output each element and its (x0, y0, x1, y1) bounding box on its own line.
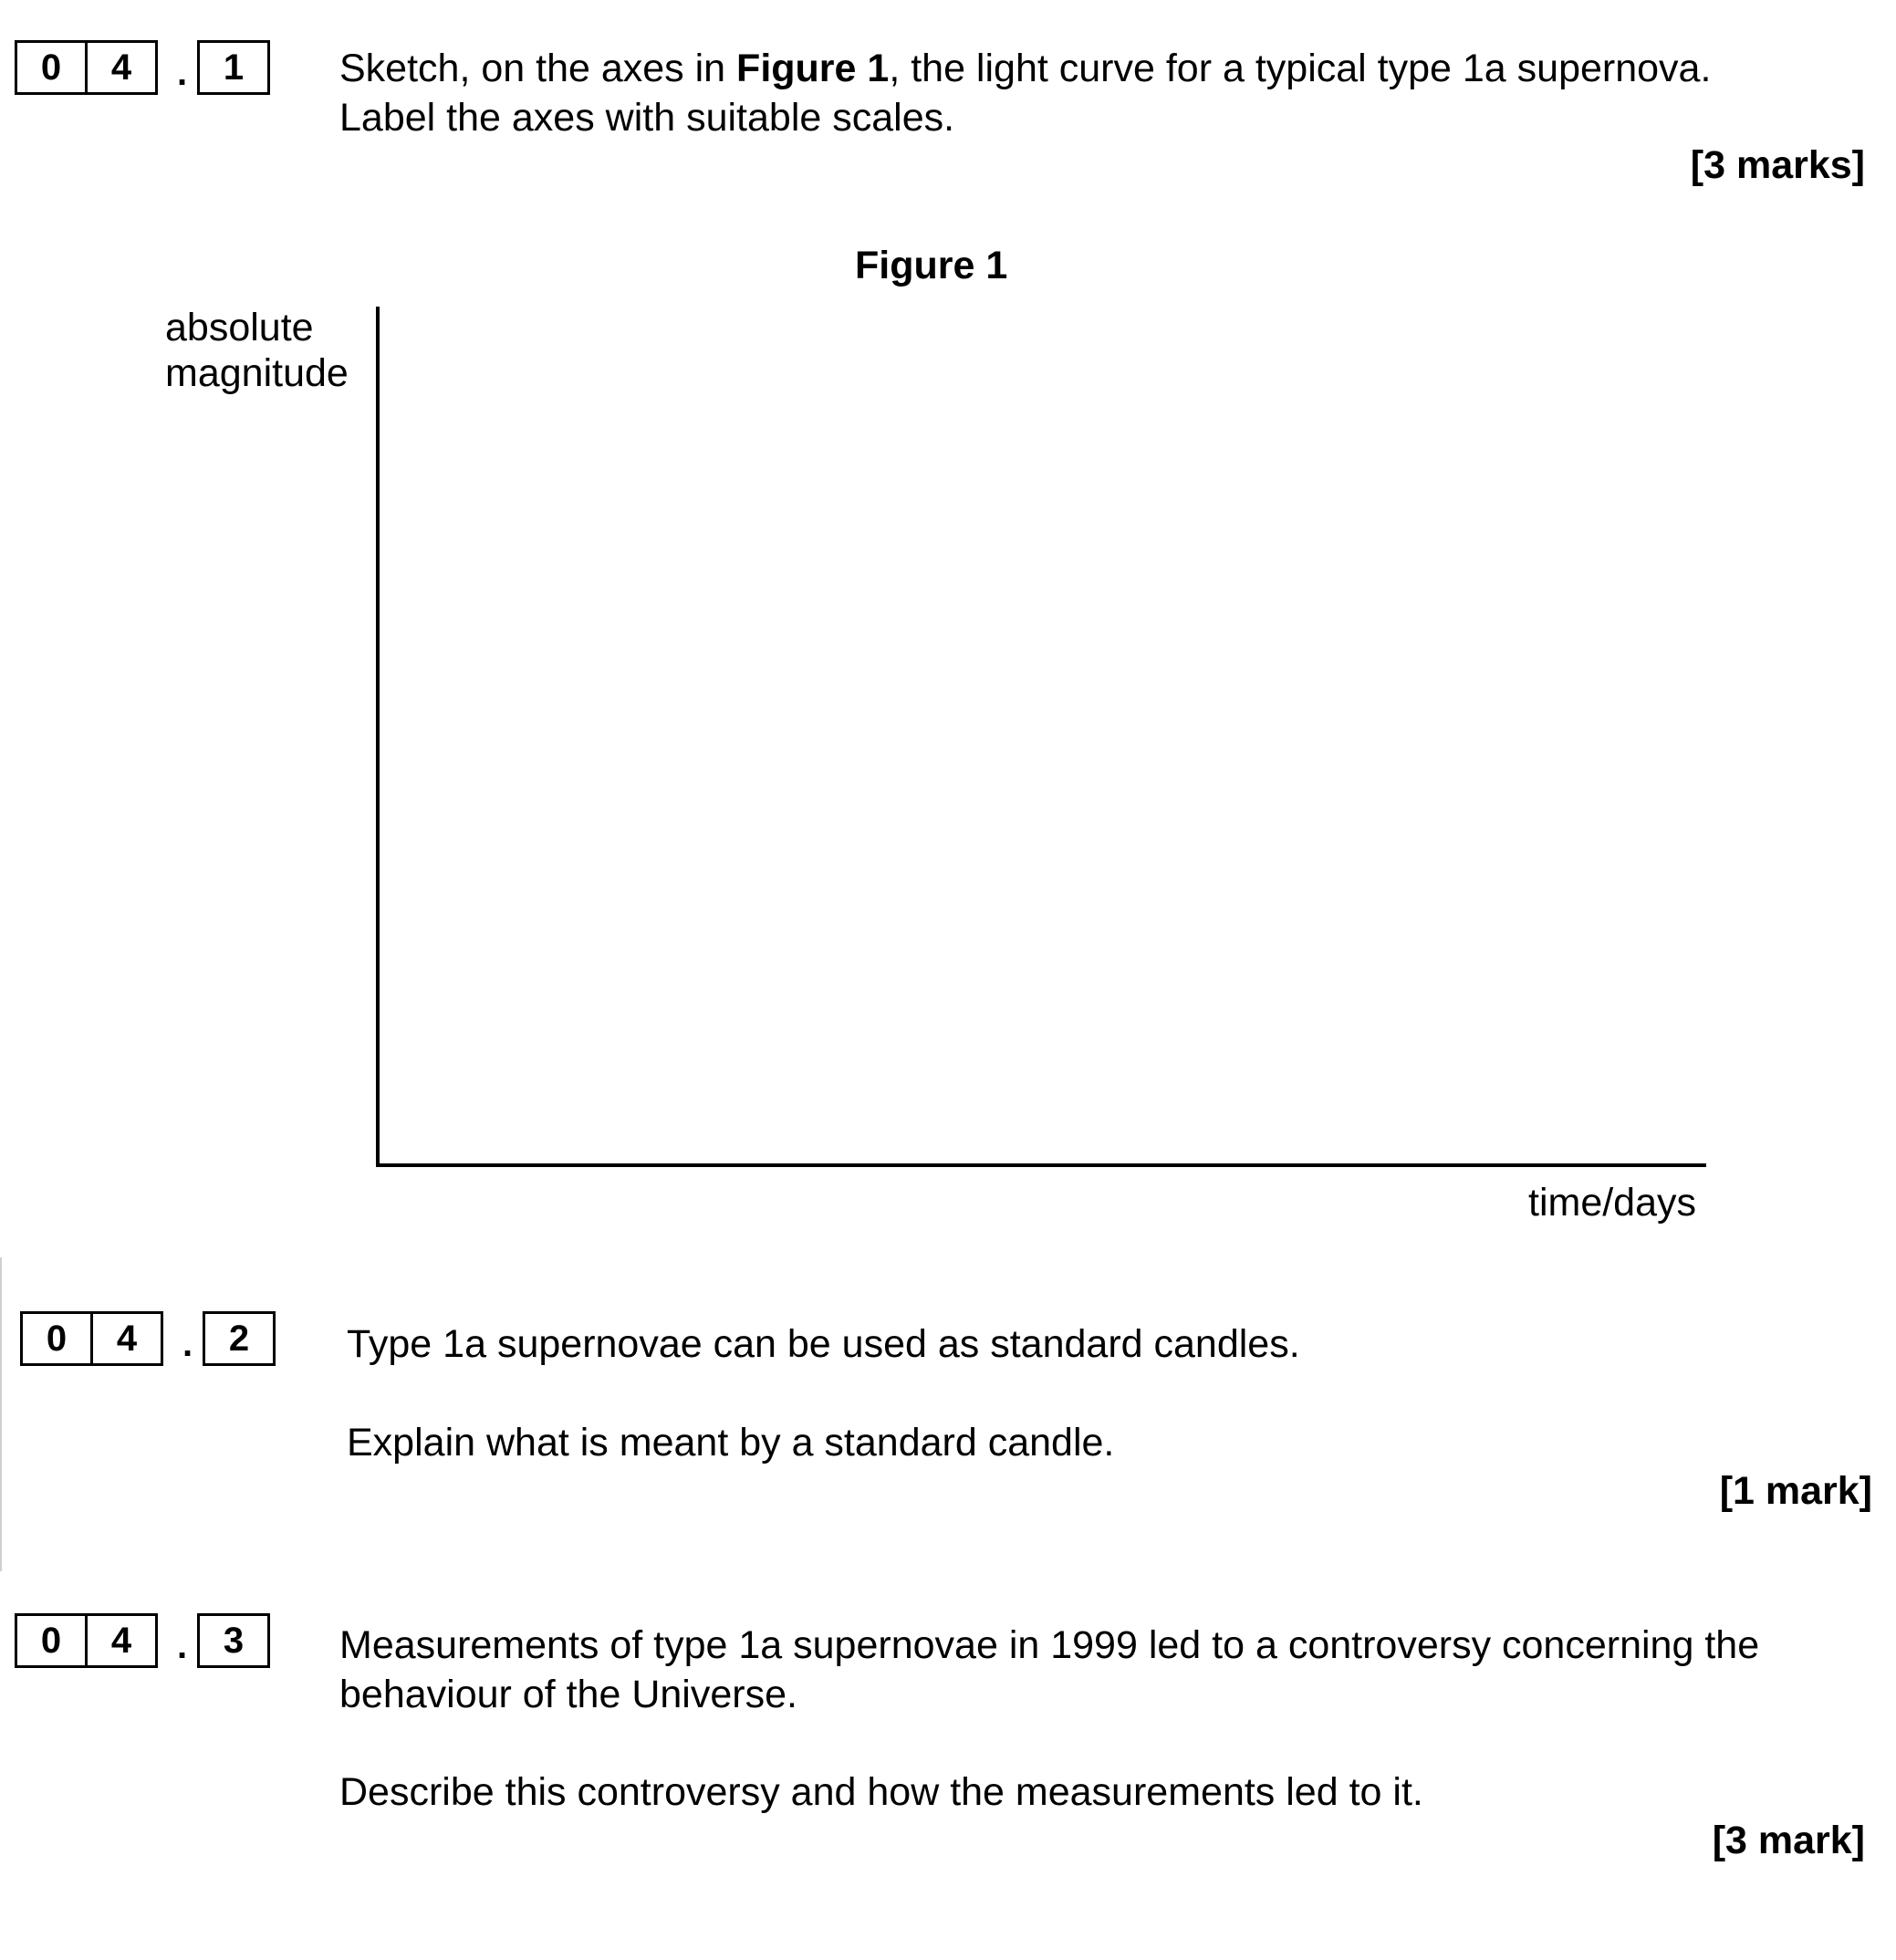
question-04-3-text-line3: Describe this controversy and how the measurements led to it. (339, 1770, 1423, 1814)
question-dot: . (177, 53, 188, 93)
marks-label: [3 marks] (1690, 143, 1865, 187)
question-digit-box: 4 (90, 1311, 163, 1366)
question-04-3-text-line2: behaviour of the Universe. (339, 1673, 797, 1716)
marks-label: [1 mark] (1719, 1469, 1872, 1513)
y-axis-label-line1: absolute (165, 306, 314, 349)
x-axis-label: time/days (1528, 1181, 1697, 1225)
question-04-1-text-pre: Sketch, on the axes in (339, 47, 737, 90)
margin-line (0, 1257, 2, 1571)
question-digit-box: 0 (15, 1613, 88, 1668)
figure-title: Figure 1 (855, 244, 1008, 287)
marks-label: [3 mark] (1712, 1819, 1865, 1862)
question-04-1-text-line2: Label the axes with suitable scales. (339, 96, 955, 140)
question-digit-box: 4 (85, 40, 158, 95)
question-dot: . (182, 1324, 193, 1364)
question-number-04-1 (15, 40, 279, 95)
question-digit-box: 0 (20, 1311, 93, 1366)
question-digit-box: 4 (85, 1613, 158, 1668)
question-digit-box: 0 (15, 40, 88, 95)
y-axis-label-line2: magnitude (165, 351, 349, 395)
question-04-3-text-line1: Measurements of type 1a supernovae in 1999 led to a controversy concerning the (339, 1623, 1760, 1667)
question-dot: . (177, 1626, 188, 1666)
question-number-04-3 (15, 1613, 279, 1668)
question-04-2-text-line2: Explain what is meant by a standard candle. (347, 1421, 1115, 1465)
question-04-2-text-line1: Type 1a supernovae can be used as standard candles. (347, 1322, 1300, 1366)
question-digit-box: 2 (203, 1311, 276, 1366)
question-digit-box: 3 (197, 1613, 270, 1668)
figure-reference: Figure 1 (736, 47, 890, 90)
question-04-1-text-post: , the light curve for a typical type 1a supernova. (889, 47, 1712, 90)
question-04-1-text-line1 (339, 44, 1711, 93)
question-digit-box: 1 (197, 40, 270, 95)
question-number-04-2 (20, 1311, 285, 1366)
